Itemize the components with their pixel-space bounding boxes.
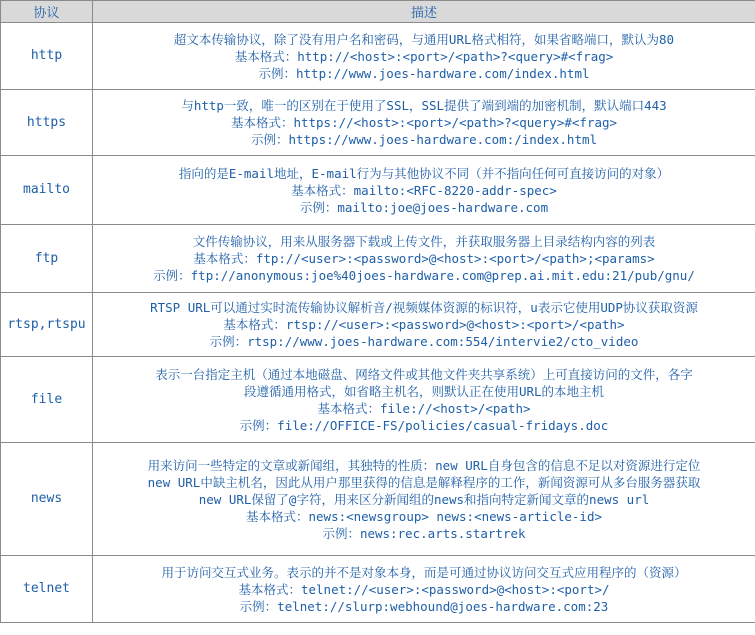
protocol-cell: ftp <box>1 225 93 293</box>
table-row-news <box>1 443 755 556</box>
protocol-cell: https <box>1 90 93 156</box>
protocol-column-header: 协议 <box>1 1 93 23</box>
description-cell <box>93 156 755 225</box>
format-line: 基本格式：news:<newsgroup> news:<news-article-id> <box>246 508 602 524</box>
format-line: 基本格式：https://<host>:<port>/<path>?<query>#<frag> <box>230 115 618 130</box>
description-line: new URL中缺主机名，因此从用户那里获得的信息是解释程序的工作，新闻资源可从多台服务器获取 <box>147 474 701 490</box>
description-line: 文件传输协议，用来从服务器下载或上传文件，并获取服务器上目录结构内容的列表 <box>192 234 656 249</box>
table-row-rtsp <box>1 293 755 357</box>
description-line: RTSP URL可以通过实时流传输协议解析音/视频媒体资源的标识符，u表示它使用UDP协议获取资源 <box>150 300 698 315</box>
description-column-header: 描述 <box>93 1 755 23</box>
description-line: 段遵循通用格式，如省略主机名，则默认正在使用URL的本地主机 <box>243 383 605 399</box>
description-line: new URL保留了@字符，用来区分新闻组的news和指向特定新闻文章的news url <box>198 491 650 507</box>
protocol-cell: telnet <box>1 556 93 623</box>
header-row <box>1 1 755 23</box>
table-row-telnet <box>1 556 755 623</box>
table-row-file <box>1 357 755 443</box>
description-cell <box>93 90 755 156</box>
description-line: 超文本传输协议，除了没有用户名和密码，与通用URL格式相符，如果省略端口，默认为80 <box>173 31 675 47</box>
table-row-mailto <box>1 156 755 225</box>
description-cell <box>93 556 755 623</box>
table-row-ftp <box>1 225 755 293</box>
example-line: 示例：file://OFFICE-FS/policies/casual-fridays.doc <box>239 417 609 433</box>
format-line: 基本格式：mailto:<RFC-8220-addr-spec> <box>291 182 557 198</box>
description-cell <box>93 225 755 293</box>
example-line: 示例：rtsp://www.joes-hardware.com:554/intervie2/cto_video <box>209 334 639 349</box>
protocol-cell: file <box>1 357 93 443</box>
format-line: 基本格式：file://<host>/<path> <box>317 400 531 416</box>
description-line: 指向的是E-mail地址，E-mail行为与其他协议不同（并不指向任何可直接访问的对象） <box>178 165 670 181</box>
description-cell <box>93 293 755 357</box>
table-row-http <box>1 23 755 90</box>
example-line: 示例：mailto:joe@joes-hardware.com <box>299 199 549 215</box>
example-line: 示例：news:rec.arts.startrek <box>322 525 526 541</box>
description-line: 用于访问交互式业务。表示的并不是对象本身，而是可通过协议访问交互式应用程序的（资源） <box>161 564 687 580</box>
description-line: 表示一台指定主机（通过本地磁盘、网络文件或其他文件夹共享系统）上可直接访问的文件，各字 <box>155 366 693 382</box>
format-line: 基本格式：http://<host>:<port>/<path>?<query>#<frag> <box>234 48 614 64</box>
description-cell <box>93 357 755 443</box>
description-line: 与http一致，唯一的区别在于使用了SSL，SSL提供了端到端的加密机制，默认端口443 <box>181 98 667 113</box>
protocol-cell: mailto <box>1 156 93 225</box>
example-line: 示例：https://www.joes-hardware.com:/index.html <box>250 132 598 147</box>
example-line: 示例：http://www.joes-hardware.com/index.html <box>258 65 590 81</box>
format-line: 基本格式：telnet://<user>:<password>@<host>:<port>/ <box>238 581 610 597</box>
format-line: 基本格式：ftp://<user>:<password>@<host>:<port>/<path>;<params> <box>193 251 655 266</box>
example-line: 示例：telnet://slurp:webhound@joes-hardware.com:23 <box>239 598 609 614</box>
protocol-cell: rtsp,rtspu <box>1 293 93 357</box>
protocol-cell: http <box>1 23 93 90</box>
description-cell <box>93 443 755 556</box>
protocol-cell: news <box>1 443 93 556</box>
example-line: 示例：ftp://anonymous:joe%40joes-hardware.com@prep.ai.mit.edu:21/pub/gnu/ <box>153 268 695 283</box>
table-row-https <box>1 90 755 156</box>
description-cell <box>93 23 755 90</box>
description-line: 用来访问一些特定的文章或新闻组，其独特的性质：new URL自身包含的信息不足以对资源进行定位 <box>147 457 701 473</box>
format-line: 基本格式：rtsp://<user>:<password>@<host>:<port>/<path> <box>223 317 625 332</box>
